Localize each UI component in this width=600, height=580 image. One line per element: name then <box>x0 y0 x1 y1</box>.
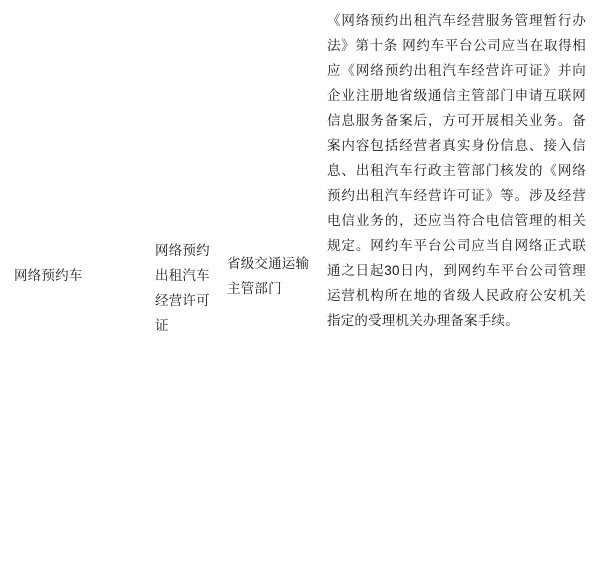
table-cell-service-name <box>0 0 155 343</box>
service-name-text: 网络预约车 <box>14 268 83 283</box>
table-cell-license-name <box>155 0 227 343</box>
license-name-text: 网络预约出租汽车经营许可证 <box>155 243 210 333</box>
table-cell-requirements <box>327 0 600 343</box>
requirements-text: 《网络预约出租汽车经营服务管理暂行办法》第十条 网约车平台公司应当在取得相应《网络预约出租汽车经营许可证》并向企业注册地省级通信主管部门申请互联网信息服务备案后，方可开展相关业务。备案内容包括经营者真实身份信息、接入信息、出租汽车行政主管部门核发的《网络预约出租汽车经营许可证》等。涉及经营电信业务的，还应当符合电信管理的相关规定。网约车平台公司应当自网络正式联通之日起30日内，到网约车平台公司管理运营机构所在地的省级人民政府公安机关指定的受理机关办理备案手续。 <box>327 13 586 328</box>
authority-text: 省级交通运输主管部门 <box>227 256 310 296</box>
table-cell-authority <box>227 0 327 343</box>
